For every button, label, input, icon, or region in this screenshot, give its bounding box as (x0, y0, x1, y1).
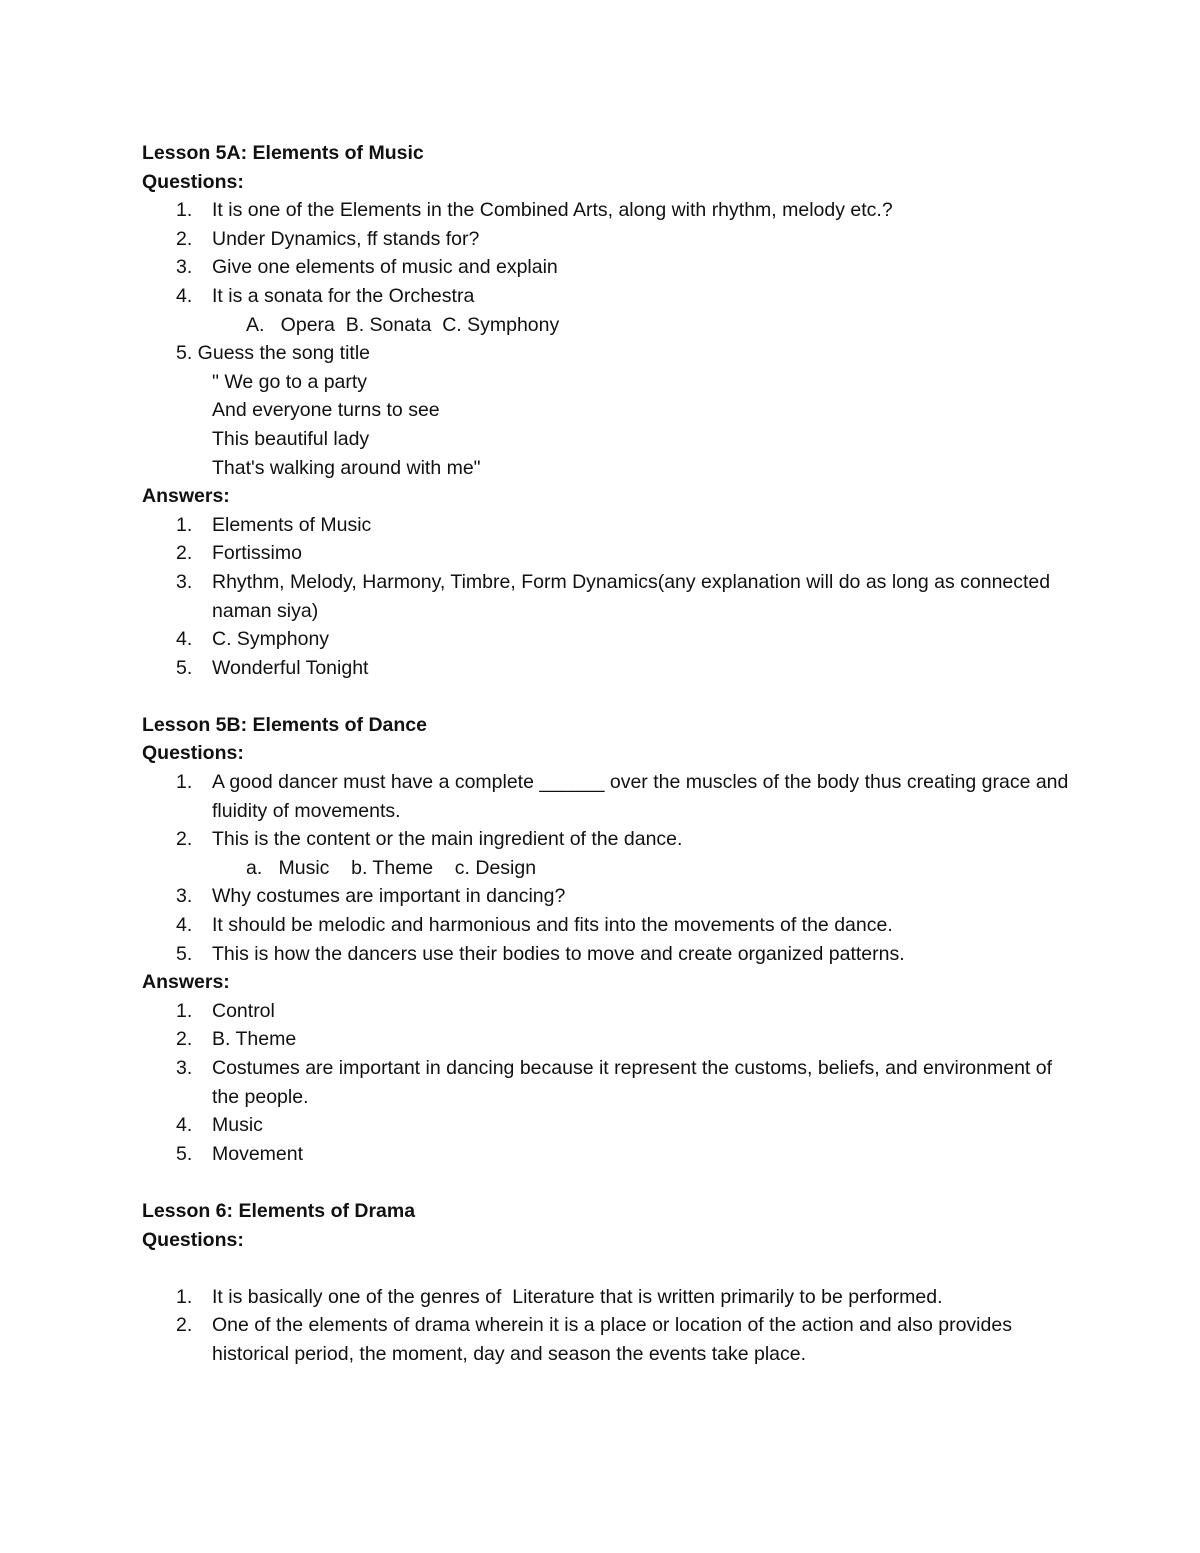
list-item (142, 625, 1082, 654)
lesson-5b-questions-list-continued (142, 882, 1082, 968)
item-number: 4. (176, 628, 193, 651)
item-number: 1. (176, 513, 193, 536)
lesson-5b-answers-label: Answers: (142, 971, 230, 994)
lesson-6-questions-label: Questions: (142, 1228, 244, 1251)
lesson-5b-title: Lesson 5B: Elements of Dance (142, 713, 427, 736)
section-spacer (142, 1168, 1082, 1197)
item-text: Give one elements of music and explain (212, 256, 558, 279)
item-number: 1. (176, 771, 193, 794)
list-item (142, 539, 1082, 568)
lesson-6-title: Lesson 6: Elements of Drama (142, 1199, 416, 1222)
list-item (142, 1283, 1082, 1312)
lesson-5a-answers-list (142, 511, 1082, 683)
lesson-6-questions-list (142, 1283, 1082, 1369)
item-text: It is one of the Elements in the Combined Arts, along with rhythm, melody etc.? (212, 199, 893, 222)
list-item (142, 940, 1082, 969)
item-text: Wonderful Tonight (212, 656, 369, 679)
list-item (142, 882, 1082, 911)
item-text: Elements of Music (212, 513, 372, 536)
lesson-5b-questions-label: Questions: (142, 742, 244, 765)
item-number: 4. (176, 1114, 193, 1137)
lesson-5a-section (142, 139, 1082, 682)
item-number: 3. (176, 256, 193, 279)
item-text: B. Theme (212, 1028, 297, 1051)
item-text: Under Dynamics, ff stands for? (212, 227, 480, 250)
list-item (142, 997, 1082, 1026)
q4-options: A. Opera B. Sonata C. Symphony (246, 313, 560, 336)
item-number: 3. (176, 570, 193, 593)
item-text: Fortissimo (212, 542, 302, 565)
item-number: 4. (176, 914, 193, 937)
item-text: It is a sonata for the Orchestra (212, 284, 475, 307)
list-item (142, 911, 1082, 940)
item-number: 5. (176, 1142, 193, 1165)
q2-options: a. Music b. Theme c. Design (246, 856, 537, 879)
section-spacer (142, 682, 1082, 711)
lesson-6-section (142, 1197, 1082, 1369)
item-text: C. Symphony (212, 628, 330, 651)
item-number: 1. (176, 1285, 193, 1308)
list-item (142, 196, 1082, 225)
list-item (142, 768, 1082, 825)
list-item (142, 225, 1082, 254)
item-number: 3. (176, 1057, 193, 1079)
list-item (142, 1025, 1082, 1054)
list-item (142, 568, 1082, 625)
lesson-5a-title: Lesson 5A: Elements of Music (142, 142, 424, 164)
item-number: 5. (176, 656, 193, 679)
item-text: It should be melodic and harmonious and fits into the movements of the dance. (212, 914, 893, 937)
item-text: It is basically one of the genres of Literature that is written primarily to be performed. (212, 1285, 943, 1308)
q5-label: 5. Guess the song title (176, 342, 371, 365)
lesson-5b-section (142, 711, 1082, 1169)
list-item (142, 282, 1082, 311)
list-item (142, 825, 1082, 854)
item-text: Why costumes are important in dancing? (212, 885, 566, 908)
item-number: 5. (176, 942, 193, 965)
lesson-5a-questions-label: Questions: (142, 170, 244, 193)
item-number: 1. (176, 999, 193, 1022)
lesson-5b-answers-list (142, 997, 1082, 1169)
lyric-line: And everyone turns to see (212, 399, 440, 422)
item-text: Movement (212, 1142, 304, 1165)
item-number: 2. (176, 542, 193, 565)
lyric-line: This beautiful lady (212, 427, 370, 450)
blank-line (142, 1254, 1082, 1283)
list-item (142, 1054, 1082, 1111)
list-item (142, 1111, 1082, 1140)
list-item (142, 654, 1082, 683)
item-number: 2. (176, 828, 193, 851)
item-number: 4. (176, 284, 193, 307)
list-item (142, 511, 1082, 540)
item-text: Music (212, 1114, 263, 1137)
item-text: Costumes are important in dancing because it represent the customs, beliefs, and environment of the people. (212, 1057, 1053, 1108)
lesson-5b-questions-list (142, 768, 1082, 854)
item-number: 2. (176, 227, 193, 250)
lesson-5a-questions-list (142, 196, 1082, 310)
item-number: 2. (176, 1028, 193, 1051)
item-text: This is how the dancers use their bodies to move and create organized patterns. (212, 942, 905, 965)
lesson-5a-answers-label: Answers: (142, 485, 230, 508)
lyric-line: That's walking around with me" (212, 456, 481, 479)
item-number: 1. (176, 199, 193, 222)
item-text: A good dancer must have a complete ______ over the muscles of the body thus creating grace and fluidity of movements. (212, 771, 1069, 822)
item-text: Rhythm, Melody, Harmony, Timbre, Form Dynamics(any explanation will do as long as connected naman siya) (212, 570, 1051, 622)
list-item (142, 1140, 1082, 1169)
item-text: This is the content or the main ingredient of the dance. (212, 828, 683, 851)
list-item (142, 253, 1082, 282)
lyric-line: " We go to a party (212, 370, 368, 393)
item-number: 2. (176, 1314, 193, 1337)
item-number: 3. (176, 885, 193, 908)
list-item (142, 1311, 1082, 1368)
item-text: Control (212, 999, 275, 1022)
item-text: One of the elements of drama wherein it is a place or location of the action and also provides historical period, the moment, day and season the events take place. (212, 1314, 1012, 1365)
document-page (142, 139, 1082, 1369)
